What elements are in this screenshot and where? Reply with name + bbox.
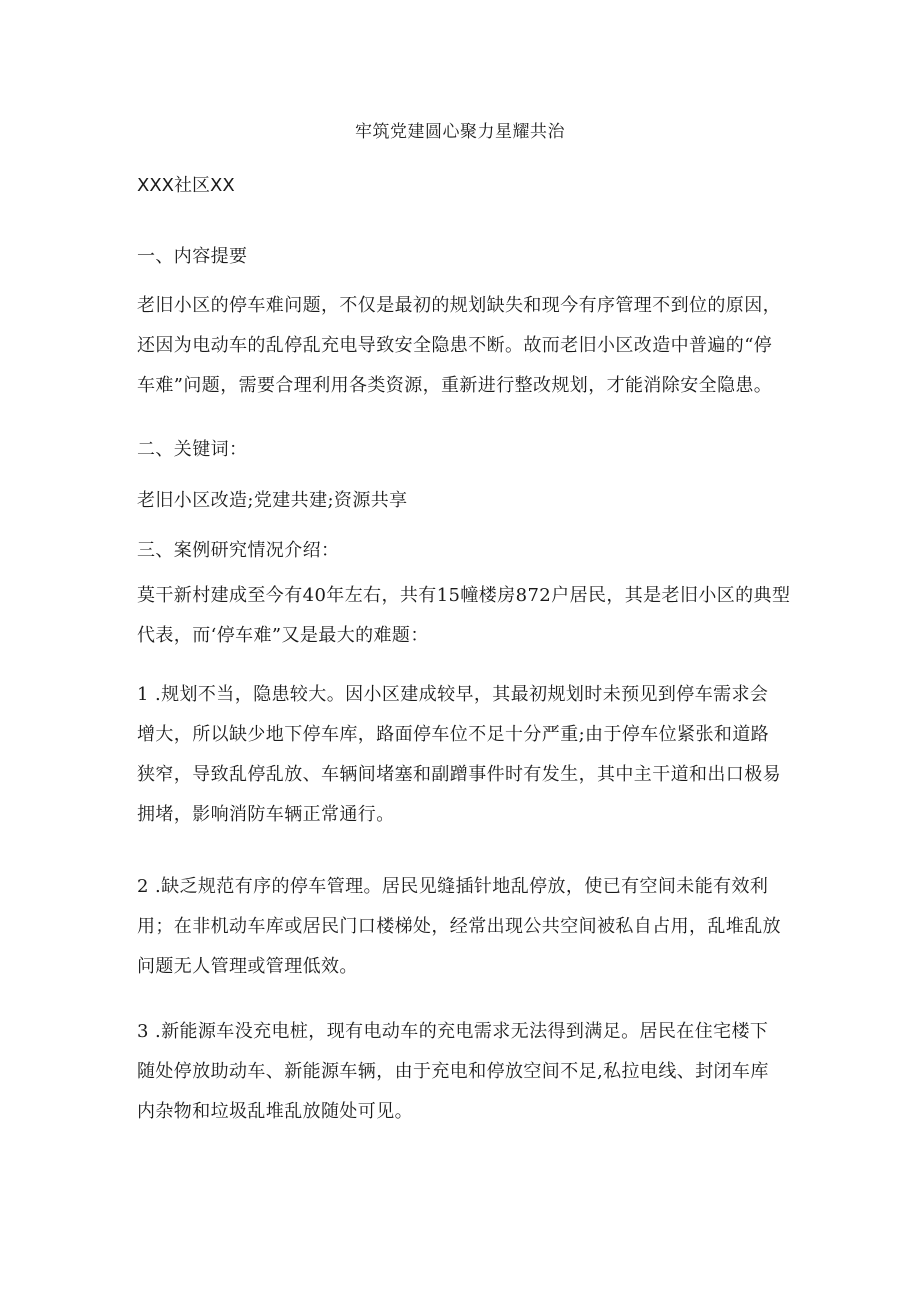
paragraph-line: 莫干新村建成至今有40年左右，共有15幢楼房872户居民，其是老旧小区的典型 — [137, 585, 791, 606]
paragraph-line: 随处停放助动车、新能源车辆，由于充电和停放空间不足,私拉电线、封闭车库 — [137, 1061, 769, 1082]
section-3-heading — [137, 531, 787, 571]
paragraph-line: 车难”问题，需要合理利用各类资源，重新进行整改规划，才能消除安全隐患。 — [137, 375, 773, 396]
paragraph-line: 2 .缺乏规范有序的停车管理。居民见缝插针地乱停放，使已有空间未能有效利 — [137, 876, 769, 897]
document-title: 牢筑党建圆心聚力星耀共治 — [355, 122, 565, 142]
paragraph-line: 3 .新能源车没充电桩，现有电动车的充电需求无法得到满足。居民在住宅楼下 — [137, 1021, 769, 1042]
section-1-summary — [137, 286, 787, 406]
paragraph-line: 1 .规划不当，隐患较大。因小区建成较早，其最初规划时未预见到停车需求会 — [137, 684, 769, 705]
section-2-heading — [137, 430, 787, 470]
heading-text: 三、案例研究情况介绍： — [137, 540, 340, 561]
point-3 — [137, 1012, 787, 1132]
document-author: XXX社区XX — [137, 175, 235, 196]
paragraph-line: 代表，而‘停车难”又是最大的难题： — [137, 625, 429, 646]
paragraph-line: 狭窄，导致乱停乱放、车辆间堵塞和副蹭事件时有发生，其中主干道和出口极易 — [137, 764, 781, 785]
paragraph-line: 拥堵，影响消防车辆正常通行。 — [137, 804, 395, 825]
section-3-intro — [137, 576, 791, 656]
paragraph-line: 增大，所以缺少地下停车库，路面停车位不足十分严重;由于停车位紧张和道路 — [137, 724, 770, 745]
section-1-heading — [137, 237, 787, 277]
section-2-keywords — [137, 481, 787, 521]
point-2 — [137, 867, 787, 987]
paragraph-line: 问题无人管理或管理低效。 — [137, 956, 358, 977]
paragraph-line: 还因为电动车的乱停乱充电导致安全隐患不断。故而老旧小区改造中普遍的“停 — [137, 335, 773, 356]
point-1 — [137, 675, 787, 835]
heading-text: 一、内容提要 — [137, 246, 248, 267]
heading-text: 二、关键词： — [137, 439, 248, 460]
paragraph-line: 老旧小区的停车难问题，不仅是最初的规划缺失和现今有序管理不到位的原因， — [137, 295, 781, 316]
keywords-text: 老旧小区改造;党建共建;资源共享 — [137, 490, 408, 511]
paragraph-line: 用；在非机动车库或居民门口楼梯处，经常出现公共空间被私自占用，乱堆乱放 — [137, 916, 781, 937]
paragraph-line: 内杂物和垃圾乱堆乱放随处可见。 — [137, 1101, 413, 1122]
